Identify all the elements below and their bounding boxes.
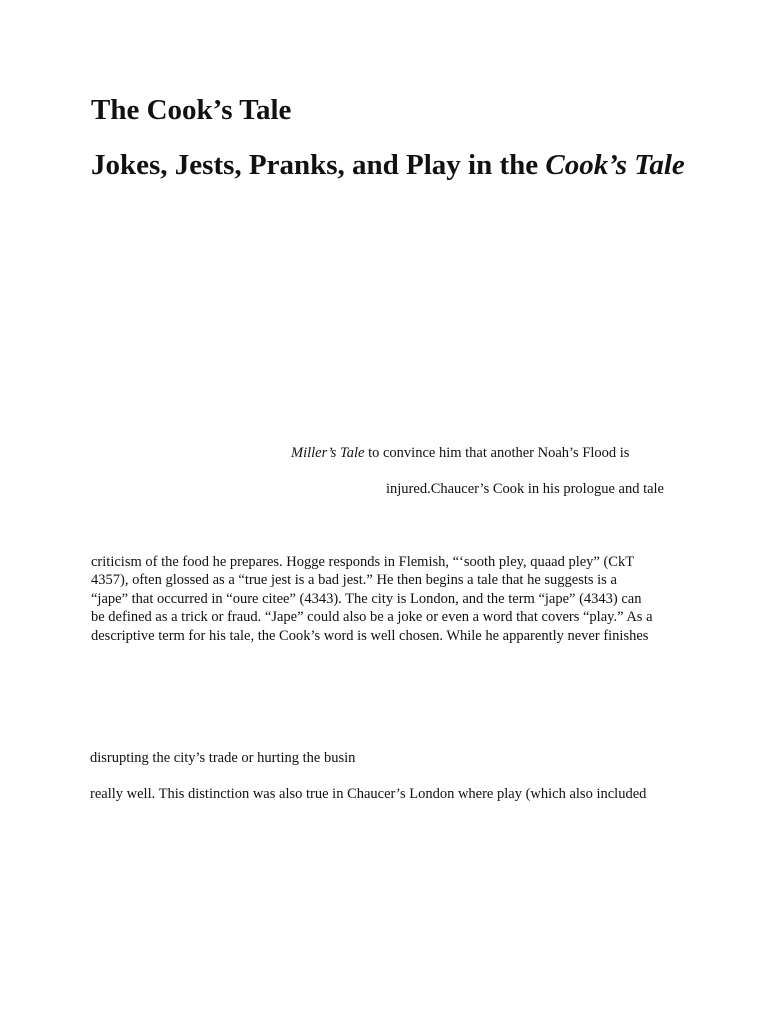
text-fragment-2: injured.Chaucer’s Cook in his prologue and tale — [386, 481, 664, 497]
text-fragment-1 — [291, 444, 629, 462]
subtitle-italic-text: Cook’s Tale — [545, 149, 685, 181]
document-title: The Cook’s Tale — [91, 94, 292, 126]
body-paragraph — [91, 553, 691, 645]
document-subtitle — [91, 148, 691, 183]
paragraph-line: be defined as a trick or fraud. “Jape” could also be a joke or even a word that covers “play.” As a — [91, 609, 653, 626]
paragraph-line: criticism of the food he prepares. Hogge responds in Flemish, “‘sooth pley, quaad pley” (CkT — [91, 554, 635, 570]
subtitle-text: Jokes, Jests, Pranks, and Play in the — [91, 149, 546, 181]
fragment-1-italic: Miller’s Tale — [291, 445, 365, 461]
paragraph-line: 4357), often glossed as a “true jest is a bad jest.” He then begins a tale that he suggests is a — [91, 572, 617, 589]
text-fragment-3: disrupting the city’s trade or hurting the busin — [90, 750, 356, 766]
paragraph-line: “jape” that occurred in “oure citee” (4343). The city is London, and the term “jape” (4343) can — [91, 590, 642, 607]
text-fragment-4: really well. This distinction was also true in Chaucer’s London where play (which also included — [90, 786, 647, 802]
paragraph-line: descriptive term for his tale, the Cook’s word is well chosen. While he apparently never finishes — [91, 627, 649, 644]
fragment-1-text: to convince him that another Noah’s Flood is — [364, 445, 630, 461]
